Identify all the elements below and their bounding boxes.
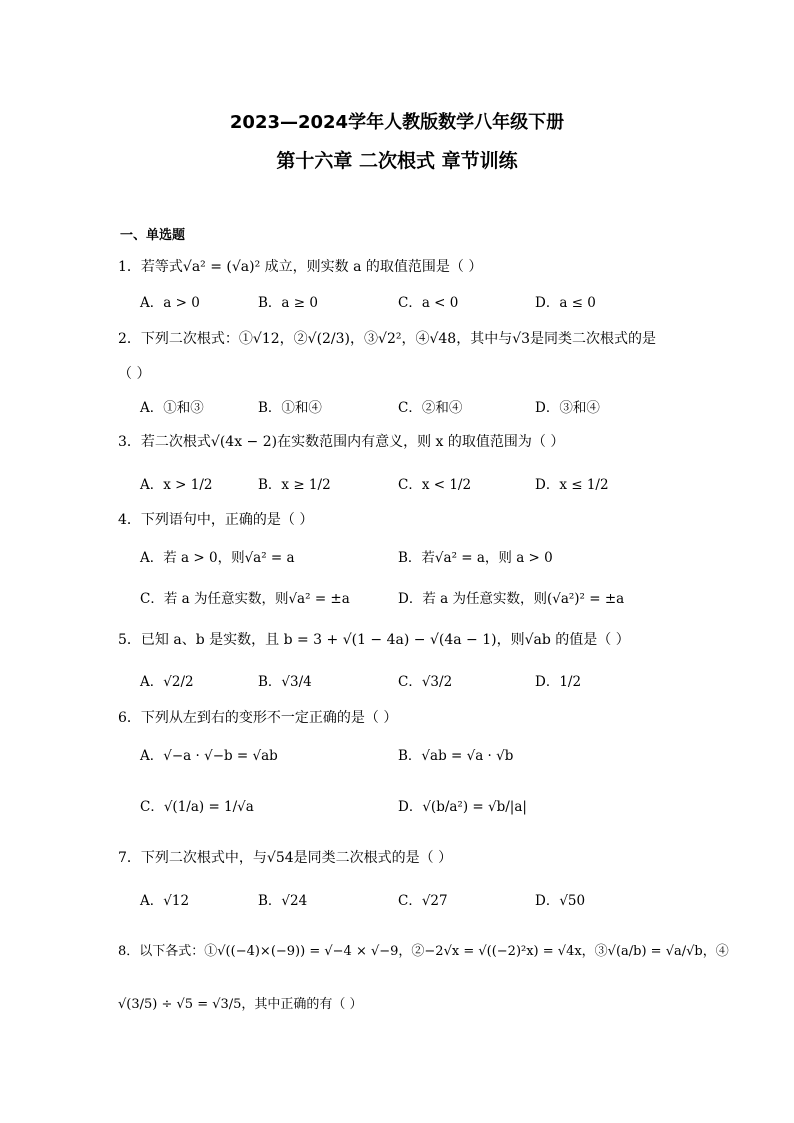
question-2-option-b: B．①和④ [258, 400, 322, 416]
document-title: 2023—2024学年人教版数学八年级下册 [229, 112, 565, 133]
question-4-option-b: B．若√a² = a，则 a > 0 [398, 550, 553, 566]
question-6-option-c: C．√(1/a) = 1/√a [140, 799, 254, 815]
question-6-option-d: D．√(b/a²) = √b/|a| [398, 799, 527, 815]
question-1-stem: 1．若等式√a² = (√a)² 成立，则实数 a 的取值范围是（ ） [118, 259, 483, 275]
question-6-option-a: A．√−a · √−b = √ab [140, 748, 278, 764]
question-4-stem: 4．下列语句中，正确的是（ ） [118, 512, 314, 528]
question-1-option-a: A．a > 0 [140, 295, 200, 311]
question-2-stem-cont: （ ） [118, 366, 151, 382]
question-3-stem: 3．若二次根式√(4x − 2)在实数范围内有意义，则 x 的取值范围为（ ） [118, 434, 565, 450]
chapter-title: 第十六章 二次根式 章节训练 [276, 150, 518, 172]
question-3-option-b: B．x ≥ 1/2 [258, 477, 331, 493]
question-6-option-b: B．√ab = √a · √b [398, 748, 514, 764]
question-7-stem: 7．下列二次根式中，与√54是同类二次根式的是（ ） [118, 850, 453, 866]
question-3-option-d: D．x ≤ 1/2 [535, 477, 609, 493]
question-2-option-a: A．①和③ [140, 400, 204, 416]
question-7-option-a: A．√12 [140, 893, 190, 909]
section-heading: 一、单选题 [120, 228, 186, 243]
question-5-stem: 5．已知 a、b 是实数，且 b = 3 + √(1 − 4a) − √(4a − 1)，则√ab 的值是（ ） [118, 632, 630, 648]
question-3-option-c: C．x < 1/2 [398, 477, 472, 493]
question-2-option-c: C．②和④ [398, 400, 463, 416]
question-5-option-c: C．√3/2 [398, 674, 453, 690]
question-7-option-c: C．√27 [398, 893, 448, 909]
question-6-stem: 6．下列从左到右的变形不一定正确的是（ ） [118, 710, 398, 726]
question-3-option-a: A．x > 1/2 [140, 477, 213, 493]
question-5-option-a: A．√2/2 [140, 674, 194, 690]
question-8-stem-cont: √(3/5) ÷ √5 = √3/5，其中正确的有（ ） [118, 997, 363, 1012]
question-1-option-c: C．a < 0 [398, 295, 459, 311]
question-2-option-d: D．③和④ [535, 400, 600, 416]
question-4-option-d: D．若 a 为任意实数，则(√a²)² = ±a [398, 591, 625, 607]
question-5-option-d: D．1/2 [535, 674, 582, 690]
question-2-stem: 2．下列二次根式：①√12，②√(2/3)，③√2²，④√48，其中与√3是同类二次根式的是 [118, 331, 657, 347]
question-1-option-d: D．a ≤ 0 [535, 295, 596, 311]
question-7-option-b: B．√24 [258, 893, 308, 909]
question-4-option-a: A．若 a > 0，则√a² = a [140, 550, 295, 566]
question-5-option-b: B．√3/4 [258, 674, 312, 690]
question-4-option-c: C．若 a 为任意实数，则√a² = ±a [140, 591, 350, 607]
question-8-stem: 8．以下各式：①√((−4)×(−9)) = √−4 × √−9，②−2√x = √((−2)²x) = √4x，③√(a/b) = √a/√b，④ [118, 944, 729, 959]
question-1-option-b: B．a ≥ 0 [258, 295, 318, 311]
question-7-option-d: D．√50 [535, 893, 586, 909]
